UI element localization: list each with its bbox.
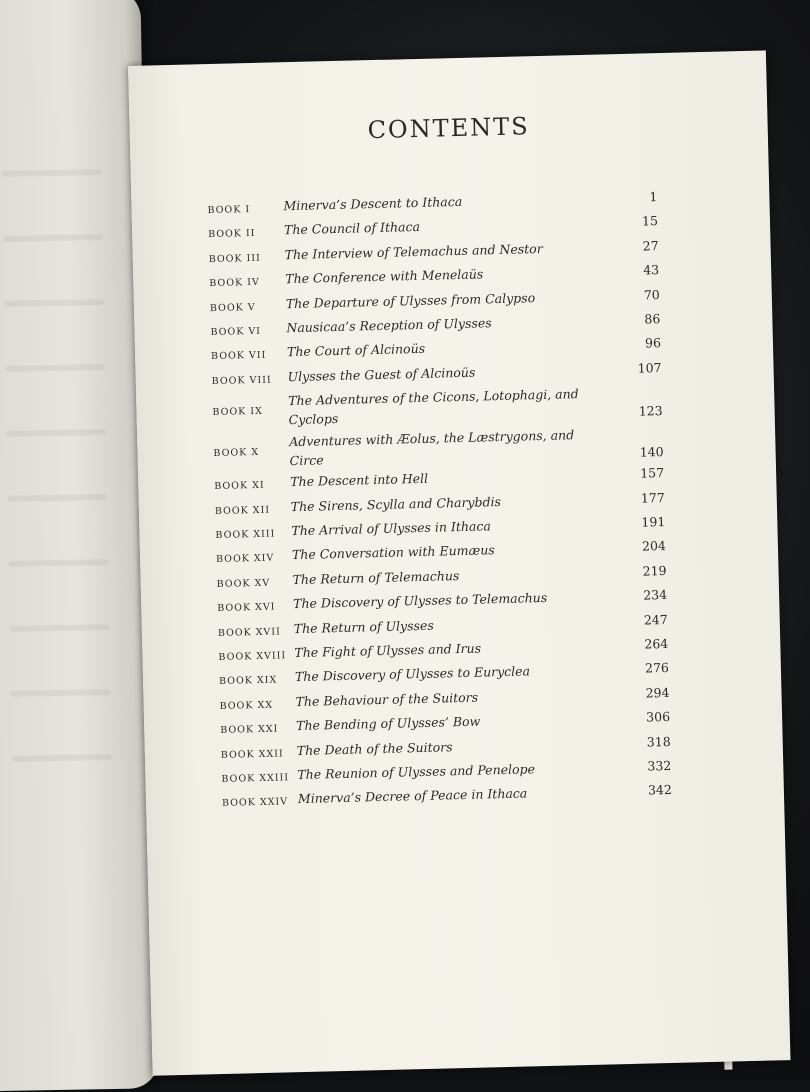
book-label: BOOK XXIII xyxy=(221,772,290,785)
bleed-through-line xyxy=(2,169,102,177)
book-label: BOOK XI xyxy=(214,480,265,493)
book-label: BOOK XIII xyxy=(215,528,276,542)
page-number: 342 xyxy=(647,782,673,798)
page-number: 294 xyxy=(645,684,670,701)
page-title: CONTENTS xyxy=(367,112,530,145)
bleed-through-line xyxy=(3,234,103,242)
book-label: BOOK XVIII xyxy=(218,650,287,664)
contents-page xyxy=(128,50,790,1075)
page-number: 219 xyxy=(642,562,667,579)
chapter-title: The Adventures of the Cicons, Lotophagi, and Cyclops xyxy=(288,386,579,428)
book-label: BOOK XXI xyxy=(220,723,279,737)
chapter-title: The Death of the Suitors xyxy=(296,738,453,758)
book-label: BOOK XII xyxy=(214,504,271,517)
book-label: BOOK XXIV xyxy=(221,796,289,810)
page-number: 247 xyxy=(643,611,668,628)
page-number: 177 xyxy=(640,489,665,506)
chapter-title: The Descent into Hell xyxy=(290,471,429,490)
chapter-title: The Interview of Telemachus and Nestor xyxy=(284,240,543,263)
chapter-title: The Conversation with Eumæus xyxy=(291,542,495,563)
chapter-title: The Departure of Ulysses from Calypso xyxy=(285,289,536,311)
book-label: BOOK XIV xyxy=(215,553,275,566)
book-label: BOOK XX xyxy=(219,699,274,712)
page-number: 157 xyxy=(640,465,665,481)
page-number: 107 xyxy=(637,359,662,376)
book-label: BOOK IV xyxy=(209,277,260,290)
page-number: 234 xyxy=(643,587,668,603)
bleed-through-line xyxy=(12,754,112,762)
book-label: BOOK XVII xyxy=(217,626,281,639)
chapter-title: The Council of Ithaca xyxy=(283,219,421,238)
page-number: 332 xyxy=(647,757,672,774)
bleed-through-line xyxy=(6,429,106,437)
book-label: BOOK XV xyxy=(216,577,271,590)
chapter-title: The Conference with Menelaüs xyxy=(285,266,484,287)
book-label: BOOK III xyxy=(208,252,261,265)
book-label: BOOK VI xyxy=(210,325,262,339)
book-label: BOOK XXII xyxy=(220,748,284,761)
page-number: 96 xyxy=(644,335,662,351)
page-number: 140 xyxy=(639,443,664,460)
chapter-title: The Discovery of Ulysses to Euryclea xyxy=(294,663,531,685)
chapter-title: The Behaviour of the Suitors xyxy=(295,689,479,709)
page-number: 70 xyxy=(643,286,660,303)
chapter-title: Minerva’s Decree of Peace in Ithaca xyxy=(297,785,528,807)
bleed-through-line xyxy=(4,299,104,307)
chapter-title: The Arrival of Ulysses in Ithaca xyxy=(291,518,492,539)
page-number: 1 xyxy=(649,189,658,205)
chapter-title: The Bending of Ulysses’ Bow xyxy=(295,713,481,734)
bleed-through-line xyxy=(11,689,111,697)
chapter-title: The Return of Ulysses xyxy=(293,617,434,636)
page-number: 123 xyxy=(638,403,663,419)
page-number: 15 xyxy=(641,213,659,229)
page-number: 191 xyxy=(641,514,666,530)
chapter-title: The Court of Alcinoüs xyxy=(286,341,426,360)
page-number: 306 xyxy=(646,709,671,725)
book-label: BOOK XIX xyxy=(218,674,278,688)
book-label: BOOK IX xyxy=(212,405,263,419)
bleed-through-line xyxy=(9,624,109,632)
bleed-through-line xyxy=(5,364,105,372)
book-label: BOOK VII xyxy=(210,350,267,363)
book-label: BOOK VIII xyxy=(211,374,272,387)
page-number: 276 xyxy=(644,660,670,676)
chapter-title: Minerva’s Descent to Ithaca xyxy=(283,193,463,214)
page-number: 86 xyxy=(644,311,661,327)
page-number: 27 xyxy=(642,237,659,254)
chapter-title: Ulysses the Guest of Alcinoüs xyxy=(287,364,476,384)
page-number: 264 xyxy=(644,636,669,652)
chapter-title: The Fight of Ulysses and Irus xyxy=(294,640,482,661)
chapter-title: The Sirens, Scylla and Charybdis xyxy=(290,493,502,514)
book-label: BOOK X xyxy=(213,446,260,459)
page-number: 204 xyxy=(641,538,667,555)
book-label: BOOK XVI xyxy=(217,601,276,615)
page-number: 318 xyxy=(646,733,671,750)
chapter-title: Adventures with Æolus, the Læstrygons, and Circe xyxy=(289,426,575,469)
chapter-title: The Reunion of Ulysses and Penelope xyxy=(297,761,536,783)
book-label: BOOK II xyxy=(208,228,256,241)
chapter-title: The Return of Telemachus xyxy=(292,567,460,588)
chapter-title: The Discovery of Ulysses to Telemachus xyxy=(293,590,548,612)
chapter-title: Nausicaa’s Reception of Ulysses xyxy=(286,315,492,336)
table-of-contents xyxy=(207,187,672,816)
bleed-through-line xyxy=(8,559,108,567)
bleed-through-line xyxy=(7,494,107,502)
book-label: BOOK I xyxy=(207,204,251,217)
page-number: 43 xyxy=(643,262,660,278)
book-label: BOOK V xyxy=(209,301,256,314)
